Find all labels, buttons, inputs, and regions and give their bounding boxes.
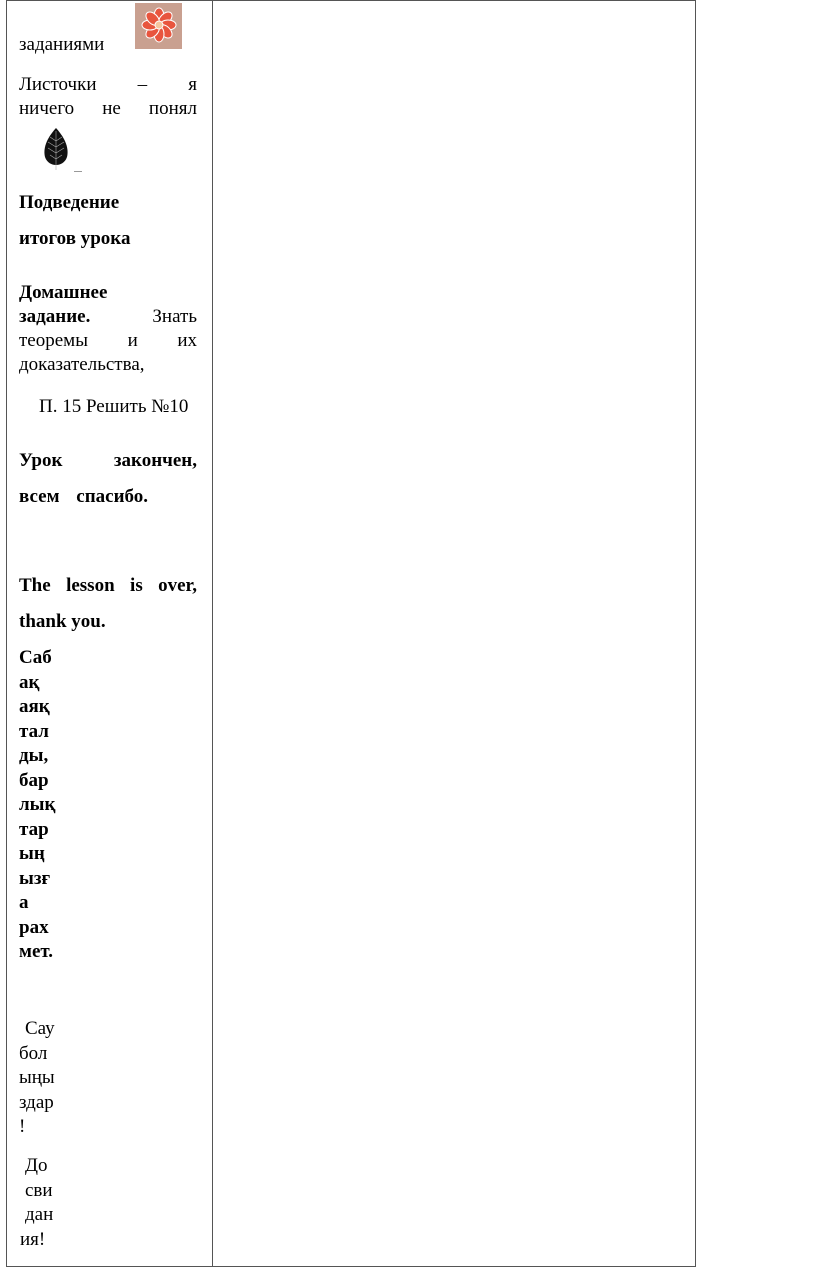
syllable: рах — [19, 916, 49, 938]
leaf-icon — [41, 127, 71, 171]
word: теоремы — [19, 330, 88, 351]
summary-line-2: итогов урока — [19, 228, 131, 249]
word: всем — [19, 486, 60, 507]
word: и — [127, 330, 138, 351]
word: – — [137, 74, 148, 95]
syllable: ың — [19, 843, 45, 864]
word: их — [177, 330, 197, 351]
homework-label: задание. — [19, 306, 91, 327]
homework-task: П. 15 Решить №10 — [39, 396, 189, 417]
word: ничего — [19, 98, 75, 119]
end-en-line-1 — [19, 574, 197, 598]
syllable: тар — [19, 818, 49, 840]
syllable: ия! — [20, 1228, 46, 1250]
bye-kz-column — [19, 1017, 55, 1140]
end-ru-line-2 — [19, 485, 148, 509]
syllable: ды, — [19, 745, 49, 766]
flower-icon — [135, 3, 182, 49]
syllable: Сау — [25, 1018, 55, 1039]
column-divider — [212, 1, 213, 1266]
syllable: До — [25, 1155, 48, 1176]
syllable: ! — [19, 1116, 26, 1137]
syllable: бол — [19, 1042, 48, 1064]
syllable: здар — [19, 1091, 54, 1113]
syllable: а — [19, 892, 29, 913]
word: понял — [148, 98, 197, 119]
word: закончен, — [113, 450, 197, 471]
leaves-line-1 — [19, 73, 197, 97]
end-kz-column — [19, 646, 55, 965]
word: is — [130, 575, 143, 596]
homework-line-1: Домашнее — [19, 282, 108, 303]
homework-line-3 — [19, 329, 197, 353]
syllable: бар — [19, 769, 49, 791]
syllable: мет. — [19, 941, 54, 962]
syllable: сви — [25, 1179, 53, 1201]
word: спасибо. — [76, 486, 149, 507]
word: я — [188, 74, 197, 95]
word: The — [19, 575, 51, 596]
word: lesson — [66, 575, 115, 596]
homework-line-4: доказательства, — [19, 354, 145, 375]
word: Знать — [152, 306, 197, 327]
leaves-line-2 — [19, 97, 197, 121]
syllable: аяқ — [19, 696, 50, 717]
word: Урок — [19, 450, 63, 471]
syllable: ыңы — [19, 1067, 55, 1088]
end-en-line-2: thank you. — [19, 611, 106, 632]
summary-line-1: Подведение — [19, 192, 120, 213]
lesson-table — [6, 0, 696, 1267]
syllable: ақ — [19, 671, 40, 693]
small-dash — [74, 171, 82, 172]
homework-line-2 — [19, 305, 197, 329]
syllable: Саб — [19, 647, 52, 668]
syllable: ызғ — [19, 867, 51, 889]
syllable: дан — [25, 1204, 54, 1225]
syllable: тал — [19, 720, 49, 742]
end-ru-line-1 — [19, 449, 197, 473]
tasks-word: заданиями — [19, 34, 105, 55]
word: over, — [158, 575, 197, 596]
word: не — [102, 98, 121, 119]
syllable: лық — [19, 794, 56, 815]
word: Листочки — [19, 74, 97, 95]
bye-ru-column — [20, 1154, 54, 1252]
